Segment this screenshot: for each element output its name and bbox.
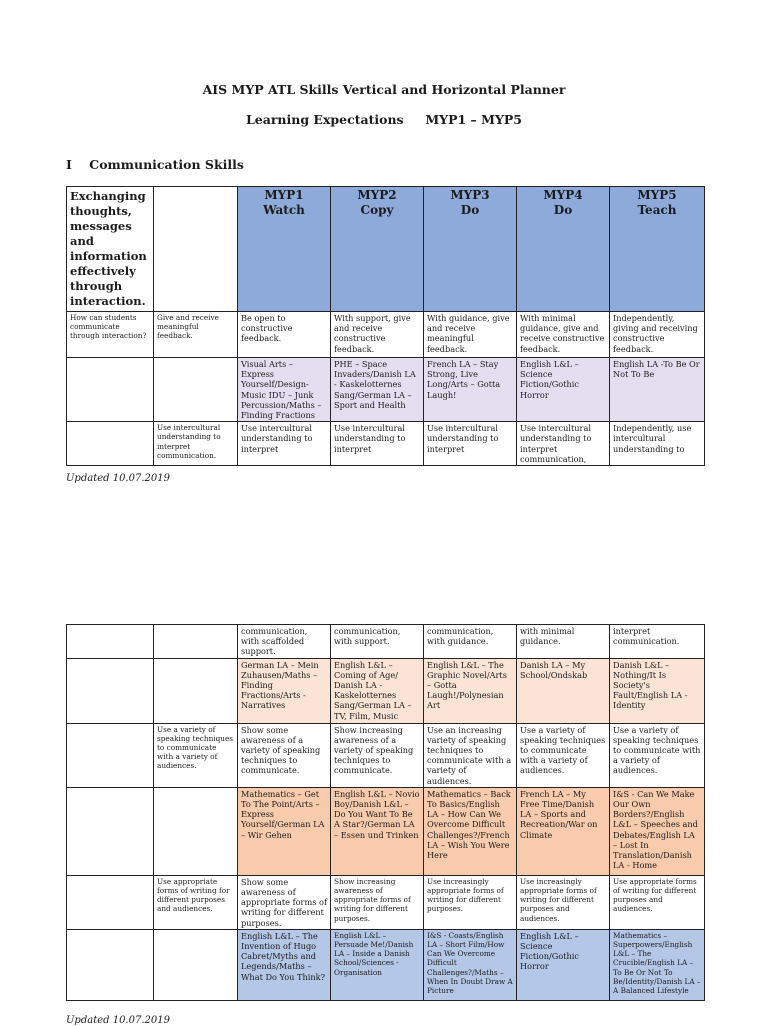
unit-cell: French LA – My Free Time/Danish LA – Sports and Recreation/War on Climate (517, 787, 610, 875)
skill-cell (154, 625, 238, 659)
unit-cell: English L&L – The Invention of Hugo Cabret/Myths and Legends/Maths – What Do You Think? (238, 929, 331, 1000)
table-row (67, 787, 705, 875)
question-cell (67, 625, 154, 659)
expectation-cell: Show increasing awareness of a variety of speaking techniques to communicate. (331, 723, 424, 787)
corner-label: Exchanging thoughts, messages and information effectively through interaction. (67, 187, 154, 312)
unit-cell: English L&L – Persuade Me!/Danish LA – Inside a Danish School/Sciences - Organisation (331, 929, 424, 1000)
expectation-cell: Use appropriate forms of writing for different purposes and audiences. (610, 875, 705, 929)
document-title: AIS MYP ATL Skills Vertical and Horizontal Planner (202, 82, 566, 97)
document-subtitle: Learning Expectations MYP1 – MYP5 (245, 112, 522, 127)
unit-cell: Visual Arts – Express Yourself/Design-Music IDU – Junk Percussion/Maths – Finding Fractions (238, 358, 331, 422)
expectation-cell: Use increasingly appropriate forms of writing for different purposes and audiences. (517, 875, 610, 929)
question-cell (67, 358, 154, 422)
unit-cell: English L&L – Coming of Age/ Danish LA - Kaskelotternes Sang/German LA – TV, Film, Music (331, 658, 424, 723)
skill-cell (154, 787, 238, 875)
planner-table-1 (66, 186, 705, 466)
updated-note: Updated 10.07.2019 (66, 473, 170, 484)
header-myp5 (610, 187, 705, 312)
expectation-cell: Use a variety of speaking techniques to communicate with a variety of audiences. (610, 723, 705, 787)
expectation-cell: Show increasing awareness of appropriate forms of writing for different purposes. (331, 875, 424, 929)
expectation-cell: interpret communication. (610, 625, 705, 659)
expectation-cell: with minimal guidance. (517, 625, 610, 659)
verb-label: Do (553, 203, 573, 217)
header-myp2 (331, 187, 424, 312)
unit-cell: Mathematics – Back To Basics/English LA – How Can We Overcome Difficult Challenges?/French LA – Wish You Were Here (424, 787, 517, 875)
expectation-cell: communication, with scaffolded support. (238, 625, 331, 659)
table-row (67, 723, 705, 787)
header-myp1 (238, 187, 331, 312)
expectation-cell: Use intercultural understanding to interpret (331, 422, 424, 466)
expectation-cell: Independently, giving and receiving constructive feedback. (610, 312, 705, 358)
skill-cell: Give and receive meaningful feedback. (154, 312, 238, 358)
expectation-cell: Use a variety of speaking techniques to communicate with a variety of audiences. (517, 723, 610, 787)
level-label: MYP4 (543, 188, 583, 202)
level-label: MYP2 (357, 188, 397, 202)
unit-cell: Mathematics – Superpowers/English L&L – The Crucible/English LA – To Be Or Not To Be/Identity/Danish LA – A Balanced Lifestyle (610, 929, 705, 1000)
question-cell (67, 422, 154, 466)
expectation-cell: Use intercultural understanding to interpret (424, 422, 517, 466)
unit-cell: English L&L – Science Fiction/Gothic Horror (517, 929, 610, 1000)
expectation-cell: Use increasingly appropriate forms of writing for different purposes. (424, 875, 517, 929)
expectation-cell: Be open to constructive feedback. (238, 312, 331, 358)
unit-cell: I&S - Coasts/English LA – Short Film/How Can We Overcome Difficult Challenges?/Maths – When In Doubt Draw A Picture (424, 929, 517, 1000)
skill-cell: Use intercultural understanding to interpret communication. (154, 422, 238, 466)
planner-table-2 (66, 624, 705, 1001)
skill-cell: Use appropriate forms of writing for different purposes and audiences. (154, 875, 238, 929)
table-row (67, 875, 705, 929)
table-row (67, 422, 705, 466)
expectation-cell: communication, with support. (331, 625, 424, 659)
unit-cell: German LA – Mein Zuhausen/Maths – Finding Fractions/Arts - Narratives (238, 658, 331, 723)
unit-cell: PHE – Space Invaders/Danish LA - Kaskelotternes Sang/German LA – Sport and Health (331, 358, 424, 422)
table-row (67, 312, 705, 358)
expectation-cell: Independently, use intercultural understanding to (610, 422, 705, 466)
question-cell (67, 658, 154, 723)
expectation-cell: Use intercultural understanding to interpret (238, 422, 331, 466)
question-cell: How can students communicate through interaction? (67, 312, 154, 358)
skill-cell (154, 658, 238, 723)
verb-label: Watch (263, 203, 305, 217)
expectation-cell: communication, with guidance. (424, 625, 517, 659)
unit-cell: English L&L – Novio Boy/Danish L&L – Do You Want To Be A Star?/German LA – Essen und Trinken (331, 787, 424, 875)
level-label: MYP1 (264, 188, 304, 202)
updated-note: Updated 10.07.2019 (66, 1015, 170, 1026)
header-empty-cell (154, 187, 238, 312)
expectation-cell: Use an increasing variety of speaking techniques to communicate with a variety of audiences. (424, 723, 517, 787)
unit-cell: Mathematics – Get To The Point/Arts – Express Yourself/German LA – Wir Gehen (238, 787, 331, 875)
question-cell (67, 875, 154, 929)
table-row (67, 625, 705, 659)
level-label: MYP5 (637, 188, 677, 202)
header-myp4 (517, 187, 610, 312)
question-cell (67, 929, 154, 1000)
table-row (67, 929, 705, 1000)
unit-cell: Danish L&L – Nothing/It Is Society's Fault/English LA - Identity (610, 658, 705, 723)
expectation-cell: With minimal guidance, give and receive constructive feedback. (517, 312, 610, 358)
unit-cell: English LA -To Be Or Not To Be (610, 358, 705, 422)
expectation-cell: With support, give and receive constructive feedback. (331, 312, 424, 358)
question-cell (67, 787, 154, 875)
table-row (67, 358, 705, 422)
unit-cell: I&S - Can We Make Our Own Borders?/English L&L – Speeches and Debates/English LA – Lost In Translation/Danish LA - Home (610, 787, 705, 875)
level-label: MYP3 (450, 188, 490, 202)
unit-cell: French LA – Stay Strong, Live Long/Arts – Gotta Laugh! (424, 358, 517, 422)
header-myp3 (424, 187, 517, 312)
skill-cell (154, 929, 238, 1000)
expectation-cell: Use intercultural understanding to interpret communication, (517, 422, 610, 466)
skill-cell (154, 358, 238, 422)
verb-label: Teach (637, 203, 677, 217)
expectation-cell: With guidance, give and receive meaningful feedback. (424, 312, 517, 358)
unit-cell: English L&L – The Graphic Novel/Arts – Gotta Laugh!/Polynesian Art (424, 658, 517, 723)
table-row (67, 658, 705, 723)
unit-cell: English L&L – Science Fiction/Gothic Horror (517, 358, 610, 422)
verb-label: Do (460, 203, 480, 217)
verb-label: Copy (360, 203, 394, 217)
question-cell (67, 723, 154, 787)
section-heading: I Communication Skills (66, 157, 244, 172)
expectation-cell: Show some awareness of a variety of speaking techniques to communicate. (238, 723, 331, 787)
skill-cell: Use a variety of speaking techniques to communicate with a variety of audiences. (154, 723, 238, 787)
expectation-cell: Show some awareness of appropriate forms of writing for different purposes. (238, 875, 331, 929)
unit-cell: Danish LA – My School/Ondskab (517, 658, 610, 723)
